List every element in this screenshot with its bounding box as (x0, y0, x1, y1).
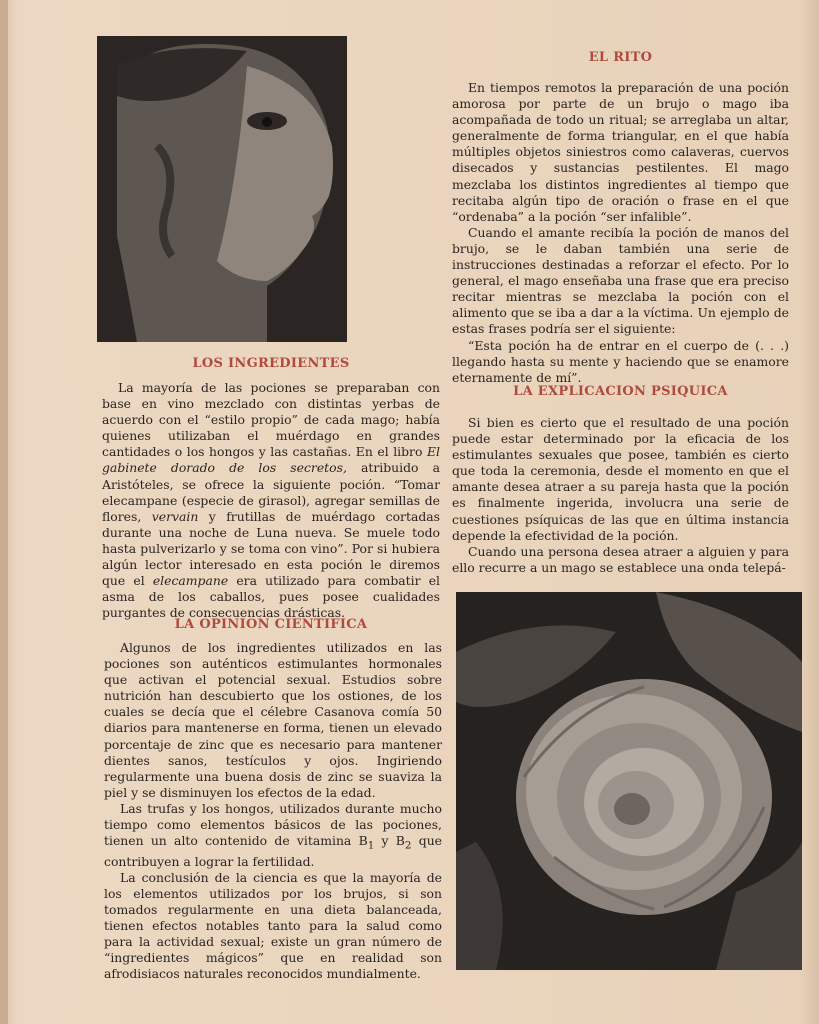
heading-explicacion-psiquica: LA EXPLICACION PSIQUICA (513, 384, 728, 399)
portrait-illustration (97, 36, 347, 342)
term-vervain: vervain (151, 508, 199, 524)
flower-photo (456, 592, 802, 970)
ingredientes-text-b: atribuido a Aristóteles, se ofrece la siguiente poción. “Tomar elecampane (especie de girasol), agregar semillas de flores, (102, 460, 440, 524)
page-edge (0, 0, 8, 1024)
el-rito-paragraph-1: En tiempos remotos la preparación de una poción amorosa por parte de un brujo o mago iba acompañada de todo un ritual; se arreglaba un altar, generalmente de forma triangular, en el que había múltiples objetos siniestros como calaveras, cuervos disecados y sustancias pestilentes. El mago mezclaba los distintos ingredientes al tiempo que recitaba algún tipo de oración o frase en el que “ordenaba” a la poción “ser infalible”. (452, 80, 789, 224)
ingredientes-text-d: era utilizado para combatir el asma de los caballos, pues posee cualidades purgantes de consecuencias drásticas. (102, 573, 440, 621)
ingredientes-text-c: y frutillas de muérdago cortadas durante una noche de Luna nueva. Se muele todo hasta pulverizarlo y se toma con vino”. Por si hubiera algún lector interesado en esta poción le diremos que el (102, 508, 441, 589)
term-elecampane: elecampane (152, 573, 229, 589)
opinion-text-a: Las trufas y los hongos, utilizados durante mucho tiempo como elementos básicos de las pociones, tienen un alto contenido de vitamina B (104, 800, 442, 849)
opinion-text-c: que contribuyen a lograr la fertilidad. (104, 833, 443, 869)
opinion-text-b: y B (374, 833, 405, 849)
psiquica-body (452, 415, 789, 576)
ingredientes-paragraph (102, 380, 440, 621)
heading-el-rito: EL RITO (588, 50, 653, 65)
subscript-1: 1 (367, 839, 375, 852)
el-rito-paragraph-3: “Esta poción ha de entrar en el cuerpo de (. . .) llegando hasta su mente y haciendo que se enamore eternamente de mí”. (452, 337, 789, 385)
book-title: El gabinete dorado de los secretos, (102, 444, 440, 476)
subscript-2: 2 (404, 839, 412, 852)
opinion-paragraph-2 (104, 801, 442, 870)
opinion-paragraph-1: Algunos de los ingredientes utilizados en las pociones son auténticos estimulantes hormonales que activan el potencial sexual. Estudios sobre nutrición han descubierto que los ostiones, de los cuales se decía que el célebre Casanova comía 50 diarios para mantenerse en forma, tienen un elevado porcentaje de zinc que es necesario para mantener dientes sanos, testículos y ojos. Ingiriendo regularmente una buena dosis de zinc se suaviza la piel y se disminuyen los efectos de la edad. (104, 640, 442, 800)
psiquica-paragraph-1: Si bien es cierto que el resultado de una poción puede estar determinado por la eficacia de los estimulantes sexuales que posee, también es cierto que toda la ceremonia, desde el momento en que el amante desea atraer a su pareja hasta que la poción es finalmente ingerida, involucra una serie de cuestiones psíquicas de las que en última instancia depende la efectividad de la poción. (452, 415, 789, 543)
el-rito-paragraph-2: Cuando el amante recibía la poción de manos del brujo, se le daban también una serie de instrucciones destinadas a reforzar el efecto. Por lo general, el mago enseñaba una frase que era preciso recitar mientras se mezclaba la poción con el alimento que se iba a dar a la víctima. Un ejemplo de estas frases podría ser el siguiente: (452, 224, 789, 337)
opinion-paragraph-3: La conclusión de la ciencia es que la mayoría de los elementos utilizados por los brujos, si son tomados regularmente en una dieta balanceada, tienen efectos notables tanto para la salud como para la actividad sexual; existe un gran número de “ingredientes mágicos” que en realidad son afrodisiacos naturales reconocidos mundialmente. (104, 869, 442, 982)
el-rito-body (452, 80, 789, 386)
ingredientes-text-a: La mayoría de las pociones se preparaban con base en vino mezclado con distintas yerbas de acuerdo con el “estilo propio” de cada mago; había quienes utilizaban el muérdago en grandes cantidades o los hongos y las castañas. En el libro (102, 380, 440, 460)
psiquica-paragraph-2: Cuando una persona desea atraer a alguien y para ello recurre a un mago se establece una onda telepá- (452, 543, 789, 575)
camellia-illustration (456, 592, 802, 970)
heading-opinion-cientifica: LA OPINION CIENTIFICA (174, 617, 368, 632)
ingredientes-body (102, 380, 440, 621)
heading-los-ingredientes: LOS INGREDIENTES (192, 356, 350, 371)
opinion-body (104, 640, 442, 982)
portrait-photo (97, 36, 347, 342)
